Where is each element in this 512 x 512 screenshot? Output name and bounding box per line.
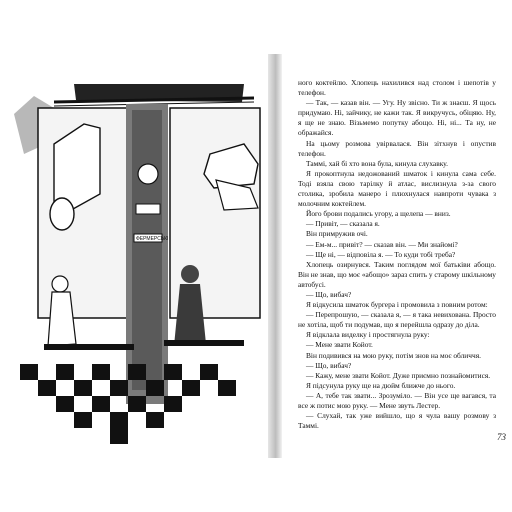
paragraph: — Ще ні, — відповіла я. — То куди тобі треба? xyxy=(306,249,456,259)
body-text xyxy=(298,78,496,431)
paragraph: — Мене звати Койот. xyxy=(306,340,373,350)
paragraph: Таммі, хай бі хто вона була, кинула слухавку. xyxy=(306,158,448,168)
paragraph: Хлопець озирнувся. Таким поглядом мої батьківи абощо. Він не знав, що моє «абощо» зараз спить у старому шкільному автобусі. xyxy=(298,259,496,289)
paragraph: — Що, вибач? xyxy=(306,289,352,299)
paragraph: Він подивився на мою руку, потім знов на моє обличчя. xyxy=(306,350,481,360)
paragraph: Я підсунула руку ще на дюйм ближче до нього. xyxy=(306,380,456,390)
book-gutter xyxy=(268,54,282,458)
paragraph: На цьому розмова увірвалася. Він зітхнув і опустив телефон. xyxy=(298,138,496,158)
paragraph: ного коктейлю. Хлопець нахилився над столом і шепотів у телефон. xyxy=(298,78,496,98)
right-page xyxy=(282,56,508,458)
diner-illustration xyxy=(14,84,264,454)
page-number: 73 xyxy=(497,432,506,442)
paragraph: — Так, — казав він. — Угу. Ну звісно. Ти ж знаєш. Я щось придумаю. Ні, зайчику, не кажи так. Я викручусь, обіцяю. Ну, я ще не знаю. Візьмемо попутку абощо. Ні, ні... Та ну, не ображайся. xyxy=(298,98,496,138)
paragraph: — Що, вибач? xyxy=(306,360,352,370)
paragraph: — Ем-м... привіт? — сказав він. — Ми знайомі? xyxy=(306,239,458,249)
paragraph: Я відклала виделку і простягнула руку: xyxy=(306,330,430,340)
paragraph: Його брови подались угору, а щелепа — вниз. xyxy=(306,209,451,219)
paragraph: — Перепрошую, — сказала я, — я така невихована. Просто не хотіла, щоб ти подумав, що я перейшла одразу до діла. xyxy=(298,310,496,330)
svg-text:ФЕРМЕРСЬКІ: ФЕРМЕРСЬКІ xyxy=(136,236,169,242)
paragraph: Я прокоптнула недожований шматок і кинула сама себе. Тоді взяла свою тарілку й атлас, вислизнула з-за свого столика, зробила манерo і плюхнулася навпроти чувака з молочним коктейлем. xyxy=(298,168,496,209)
left-page xyxy=(6,54,268,454)
paragraph: Він примружив очі. xyxy=(306,229,368,239)
paragraph: Я відкусила шматок бургера і промовила з повним ротом: xyxy=(306,300,488,310)
paragraph: — А, тебе так звати... Зрозуміло. — Він усе ще вагався, та все ж потис мою руку. — Мене звуть Лестер. xyxy=(298,390,496,410)
paragraph: — Слухай, так уже вийшло, що я чула вашу розмову з Таммі. xyxy=(298,411,496,431)
paragraph: — Кажу, мене звати Койот. Дуже приємно познайомитися. xyxy=(306,370,491,380)
paragraph: — Привіт, — сказала я. xyxy=(306,219,380,229)
